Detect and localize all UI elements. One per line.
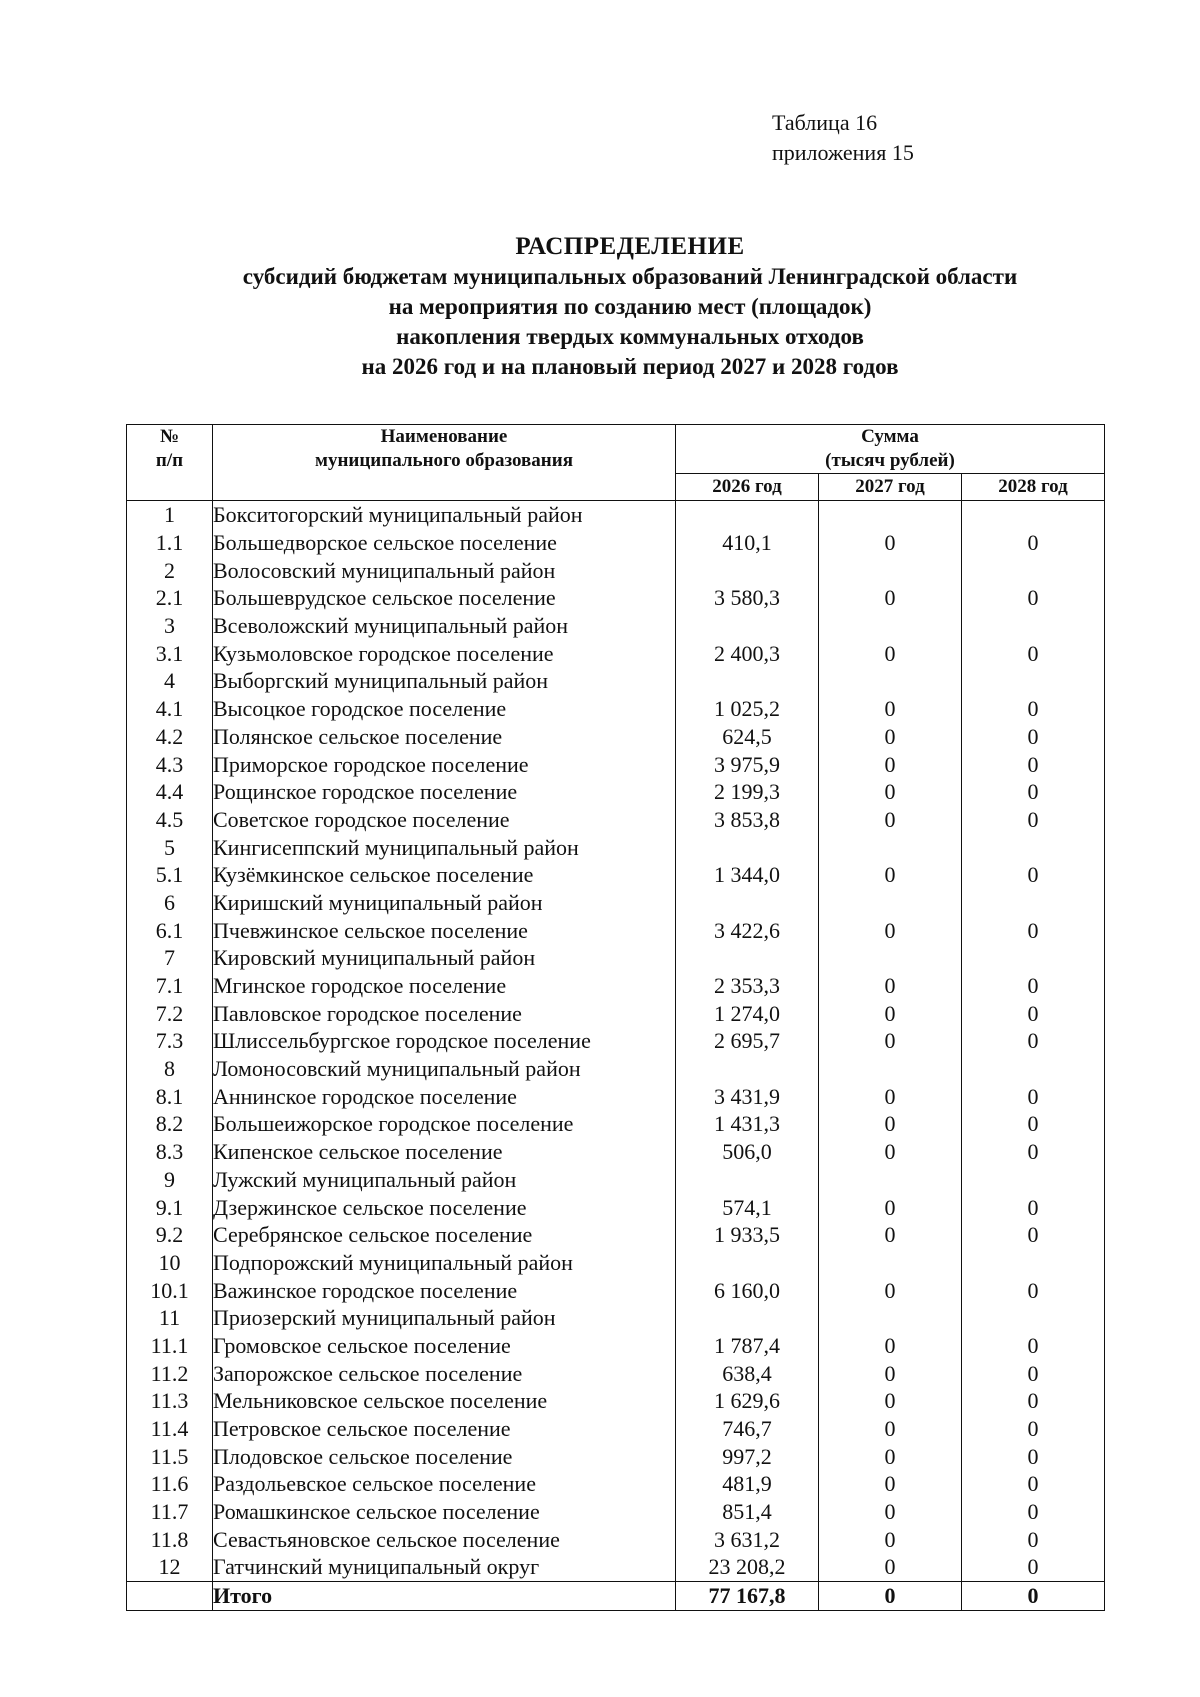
- table-row: [127, 584, 1105, 612]
- row-number: 9: [127, 1166, 213, 1194]
- table-row: [127, 1166, 1105, 1194]
- value-2028: 0: [962, 723, 1105, 751]
- row-number: 2: [127, 556, 213, 584]
- table-row: [127, 1525, 1105, 1553]
- value-2027: [819, 556, 962, 584]
- municipality-name: Большеижорское городское поселение: [213, 1110, 676, 1138]
- municipality-name: Волосовский муниципальный район: [213, 556, 676, 584]
- value-2027: [819, 1055, 962, 1083]
- value-2028: 0: [962, 1359, 1105, 1387]
- table-row: [127, 723, 1105, 751]
- value-2028: 0: [962, 695, 1105, 723]
- municipality-name: Дзержинское сельское поселение: [213, 1193, 676, 1221]
- value-2026: 6 160,0: [676, 1276, 819, 1304]
- municipality-name: Приозерский муниципальный район: [213, 1304, 676, 1332]
- municipality-name: Раздольевское сельское поселение: [213, 1470, 676, 1498]
- table-row: [127, 916, 1105, 944]
- value-2027: 0: [819, 1276, 962, 1304]
- row-number: 3: [127, 612, 213, 640]
- value-2026: 1 431,3: [676, 1110, 819, 1138]
- total-2028: 0: [962, 1581, 1105, 1610]
- value-2028: [962, 889, 1105, 917]
- title-line: на мероприятия по созданию мест (площадок): [388, 294, 872, 319]
- value-2027: 0: [819, 1387, 962, 1415]
- value-2026: 23 208,2: [676, 1553, 819, 1581]
- row-number: 6.1: [127, 916, 213, 944]
- row-number: 12: [127, 1553, 213, 1581]
- value-2028: 0: [962, 1442, 1105, 1470]
- value-2028: 0: [962, 1553, 1105, 1581]
- table-row: [127, 889, 1105, 917]
- row-number: 8.1: [127, 1082, 213, 1110]
- value-2028: [962, 1055, 1105, 1083]
- value-2027: 0: [819, 916, 962, 944]
- value-2026: [676, 612, 819, 640]
- header-sum: Сумма (тысяч рублей): [676, 425, 1105, 474]
- value-2028: [962, 833, 1105, 861]
- value-2027: 0: [819, 861, 962, 889]
- municipality-name: Серебрянское сельское поселение: [213, 1221, 676, 1249]
- municipality-name: Кипенское сельское поселение: [213, 1138, 676, 1166]
- row-number: 4.2: [127, 723, 213, 751]
- value-2026: [676, 1166, 819, 1194]
- row-number: 11.1: [127, 1332, 213, 1360]
- value-2027: 0: [819, 750, 962, 778]
- municipality-name: Выборгский муниципальный район: [213, 667, 676, 695]
- value-2028: 0: [962, 1082, 1105, 1110]
- municipality-name: Кузьмоловское городское поселение: [213, 639, 676, 667]
- municipality-name: Плодовское сельское поселение: [213, 1442, 676, 1470]
- value-2028: 0: [962, 861, 1105, 889]
- row-number: 1: [127, 501, 213, 529]
- value-2027: 0: [819, 972, 962, 1000]
- appendix-number: приложения 15: [772, 140, 914, 165]
- municipality-name: Петровское сельское поселение: [213, 1415, 676, 1443]
- table-reference: [772, 108, 914, 168]
- value-2028: 0: [962, 1525, 1105, 1553]
- value-2027: [819, 612, 962, 640]
- value-2026: [676, 1304, 819, 1332]
- row-number: 9.1: [127, 1193, 213, 1221]
- value-2028: 0: [962, 750, 1105, 778]
- value-2028: 0: [962, 916, 1105, 944]
- value-2027: 0: [819, 1415, 962, 1443]
- value-2027: 0: [819, 584, 962, 612]
- table-row: [127, 861, 1105, 889]
- value-2026: 2 353,3: [676, 972, 819, 1000]
- table-row: [127, 1249, 1105, 1277]
- total-num-cell: [127, 1581, 213, 1610]
- value-2026: [676, 1249, 819, 1277]
- value-2028: 0: [962, 999, 1105, 1027]
- municipality-name: Гатчинский муниципальный округ: [213, 1553, 676, 1581]
- value-2027: [819, 667, 962, 695]
- value-2027: [819, 1166, 962, 1194]
- row-number: 8.2: [127, 1110, 213, 1138]
- row-number: 9.2: [127, 1221, 213, 1249]
- table-row: [127, 1055, 1105, 1083]
- table-row: [127, 1027, 1105, 1055]
- value-2026: 3 853,8: [676, 806, 819, 834]
- value-2026: 624,5: [676, 723, 819, 751]
- value-2028: 0: [962, 1110, 1105, 1138]
- title-line: накопления твердых коммунальных отходов: [396, 324, 864, 349]
- value-2027: 0: [819, 999, 962, 1027]
- table-row: [127, 1470, 1105, 1498]
- value-2026: 2 199,3: [676, 778, 819, 806]
- distribution-table: [126, 424, 1105, 1611]
- row-number: 11.4: [127, 1415, 213, 1443]
- value-2028: [962, 667, 1105, 695]
- total-2026: 77 167,8: [676, 1581, 819, 1610]
- row-number: 11.2: [127, 1359, 213, 1387]
- table-row: [127, 1082, 1105, 1110]
- municipality-name: Киришский муниципальный район: [213, 889, 676, 917]
- value-2028: 0: [962, 1138, 1105, 1166]
- value-2028: 0: [962, 778, 1105, 806]
- value-2028: 0: [962, 1415, 1105, 1443]
- municipality-name: Шлиссельбургское городское поселение: [213, 1027, 676, 1055]
- row-number: 4.5: [127, 806, 213, 834]
- value-2027: 0: [819, 778, 962, 806]
- value-2027: 0: [819, 1221, 962, 1249]
- municipality-name: Севастьяновское сельское поселение: [213, 1525, 676, 1553]
- value-2026: 3 422,6: [676, 916, 819, 944]
- value-2026: 506,0: [676, 1138, 819, 1166]
- value-2026: [676, 667, 819, 695]
- value-2027: 0: [819, 1110, 962, 1138]
- value-2028: [962, 1249, 1105, 1277]
- municipality-name: Приморское городское поселение: [213, 750, 676, 778]
- table-row: [127, 1221, 1105, 1249]
- value-2028: [962, 1304, 1105, 1332]
- header-name: Наименование муниципального образования: [213, 425, 676, 501]
- table-row: [127, 1193, 1105, 1221]
- value-2028: [962, 612, 1105, 640]
- value-2026: [676, 501, 819, 529]
- value-2026: 638,4: [676, 1359, 819, 1387]
- value-2028: 0: [962, 1498, 1105, 1526]
- row-number: 11.5: [127, 1442, 213, 1470]
- value-2027: [819, 1249, 962, 1277]
- value-2027: 0: [819, 723, 962, 751]
- total-2027: 0: [819, 1581, 962, 1610]
- value-2027: 0: [819, 1442, 962, 1470]
- value-2028: 0: [962, 529, 1105, 557]
- row-number: 11.6: [127, 1470, 213, 1498]
- municipality-name: Мгинское городское поселение: [213, 972, 676, 1000]
- value-2027: 0: [819, 1553, 962, 1581]
- row-number: 7.1: [127, 972, 213, 1000]
- table-row: [127, 778, 1105, 806]
- row-number: 1.1: [127, 529, 213, 557]
- value-2026: 1 274,0: [676, 999, 819, 1027]
- table-row: [127, 1387, 1105, 1415]
- row-number: 3.1: [127, 639, 213, 667]
- value-2028: [962, 944, 1105, 972]
- table-row: [127, 1553, 1105, 1581]
- table-row: [127, 972, 1105, 1000]
- value-2027: 0: [819, 1332, 962, 1360]
- municipality-name: Кузёмкинское сельское поселение: [213, 861, 676, 889]
- value-2027: 0: [819, 1027, 962, 1055]
- value-2026: [676, 833, 819, 861]
- value-2026: [676, 944, 819, 972]
- value-2026: 574,1: [676, 1193, 819, 1221]
- value-2028: 0: [962, 806, 1105, 834]
- municipality-name: Высоцкое городское поселение: [213, 695, 676, 723]
- table-row: [127, 1276, 1105, 1304]
- municipality-name: Лужский муниципальный район: [213, 1166, 676, 1194]
- value-2027: 0: [819, 1193, 962, 1221]
- value-2027: 0: [819, 529, 962, 557]
- table-number: Таблица 16: [772, 110, 878, 135]
- value-2026: [676, 556, 819, 584]
- municipality-name: Полянское сельское поселение: [213, 723, 676, 751]
- row-number: 4.3: [127, 750, 213, 778]
- municipality-name: Подпорожский муниципальный район: [213, 1249, 676, 1277]
- table-row: [127, 999, 1105, 1027]
- value-2026: 410,1: [676, 529, 819, 557]
- value-2027: 0: [819, 1138, 962, 1166]
- table-row: [127, 529, 1105, 557]
- row-number: 6: [127, 889, 213, 917]
- total-row: [127, 1581, 1105, 1610]
- row-number: 11.7: [127, 1498, 213, 1526]
- table-row: [127, 1304, 1105, 1332]
- value-2026: 1 787,4: [676, 1332, 819, 1360]
- value-2028: 0: [962, 1387, 1105, 1415]
- title-line: субсидий бюджетам муниципальных образований Ленинградской области: [242, 264, 1018, 289]
- municipality-name: Аннинское городское поселение: [213, 1082, 676, 1110]
- row-number: 7.2: [127, 999, 213, 1027]
- title-heading: РАСПРЕДЕЛЕНИЕ: [515, 233, 745, 260]
- row-number: 5.1: [127, 861, 213, 889]
- row-number: 8.3: [127, 1138, 213, 1166]
- value-2026: 481,9: [676, 1470, 819, 1498]
- row-number: 4: [127, 667, 213, 695]
- value-2026: 2 400,3: [676, 639, 819, 667]
- value-2027: [819, 1304, 962, 1332]
- table-row: [127, 806, 1105, 834]
- value-2027: 0: [819, 1498, 962, 1526]
- value-2028: 0: [962, 1221, 1105, 1249]
- value-2027: 0: [819, 806, 962, 834]
- municipality-name: Большеврудское сельское поселение: [213, 584, 676, 612]
- table-row: [127, 833, 1105, 861]
- municipality-name: Пчевжинское сельское поселение: [213, 916, 676, 944]
- municipality-name: Запорожское сельское поселение: [213, 1359, 676, 1387]
- value-2028: 0: [962, 1193, 1105, 1221]
- value-2026: 851,4: [676, 1498, 819, 1526]
- row-number: 10.1: [127, 1276, 213, 1304]
- row-number: 7: [127, 944, 213, 972]
- table-row: [127, 501, 1105, 529]
- table-row: [127, 667, 1105, 695]
- municipality-name: Бокситогорский муниципальный район: [213, 501, 676, 529]
- table-row: [127, 695, 1105, 723]
- value-2028: [962, 1166, 1105, 1194]
- table-row: [127, 944, 1105, 972]
- row-number: 2.1: [127, 584, 213, 612]
- table-row: [127, 1442, 1105, 1470]
- value-2028: 0: [962, 584, 1105, 612]
- municipality-name: Всеволожский муниципальный район: [213, 612, 676, 640]
- value-2028: 0: [962, 1470, 1105, 1498]
- title-line: на 2026 год и на плановый период 2027 и 2028 годов: [361, 354, 899, 379]
- table-row: [127, 1110, 1105, 1138]
- header-number: № п/п: [127, 425, 213, 501]
- value-2026: 1 025,2: [676, 695, 819, 723]
- table-row: [127, 750, 1105, 778]
- value-2026: 3 431,9: [676, 1082, 819, 1110]
- row-number: 5: [127, 833, 213, 861]
- municipality-name: Ромашкинское сельское поселение: [213, 1498, 676, 1526]
- municipality-name: Громовское сельское поселение: [213, 1332, 676, 1360]
- row-number: 11.3: [127, 1387, 213, 1415]
- value-2026: 3 580,3: [676, 584, 819, 612]
- value-2027: 0: [819, 1359, 962, 1387]
- value-2027: [819, 833, 962, 861]
- municipality-name: Советское городское поселение: [213, 806, 676, 834]
- value-2026: [676, 1055, 819, 1083]
- municipality-name: Кингисеппский муниципальный район: [213, 833, 676, 861]
- municipality-name: Важинское городское поселение: [213, 1276, 676, 1304]
- value-2028: 0: [962, 1276, 1105, 1304]
- municipality-name: Рощинское городское поселение: [213, 778, 676, 806]
- header-2028: 2028 год: [962, 474, 1105, 501]
- value-2026: 746,7: [676, 1415, 819, 1443]
- value-2027: 0: [819, 639, 962, 667]
- row-number: 11: [127, 1304, 213, 1332]
- header-2026: 2026 год: [676, 474, 819, 501]
- municipality-name: Кировский муниципальный район: [213, 944, 676, 972]
- value-2028: 0: [962, 639, 1105, 667]
- row-number: 8: [127, 1055, 213, 1083]
- table-row: [127, 1138, 1105, 1166]
- value-2027: [819, 501, 962, 529]
- value-2026: 1 933,5: [676, 1221, 819, 1249]
- value-2027: 0: [819, 1525, 962, 1553]
- table-row: [127, 1415, 1105, 1443]
- value-2028: 0: [962, 972, 1105, 1000]
- row-number: 4.4: [127, 778, 213, 806]
- table-row: [127, 1359, 1105, 1387]
- municipality-name: Ломоносовский муниципальный район: [213, 1055, 676, 1083]
- total-label: Итого: [213, 1581, 676, 1610]
- header-2027: 2027 год: [819, 474, 962, 501]
- value-2026: 2 695,7: [676, 1027, 819, 1055]
- row-number: 10: [127, 1249, 213, 1277]
- value-2027: 0: [819, 695, 962, 723]
- table-row: [127, 1332, 1105, 1360]
- table-row: [127, 639, 1105, 667]
- document-title: [0, 232, 1200, 382]
- value-2026: 3 631,2: [676, 1525, 819, 1553]
- value-2028: [962, 501, 1105, 529]
- value-2027: 0: [819, 1082, 962, 1110]
- municipality-name: Мельниковское сельское поселение: [213, 1387, 676, 1415]
- value-2028: 0: [962, 1027, 1105, 1055]
- value-2026: 1 629,6: [676, 1387, 819, 1415]
- table-row: [127, 612, 1105, 640]
- value-2028: [962, 556, 1105, 584]
- value-2026: 997,2: [676, 1442, 819, 1470]
- table-row: [127, 556, 1105, 584]
- table-row: [127, 1498, 1105, 1526]
- value-2027: [819, 944, 962, 972]
- value-2027: 0: [819, 1470, 962, 1498]
- value-2026: 1 344,0: [676, 861, 819, 889]
- row-number: 7.3: [127, 1027, 213, 1055]
- municipality-name: Большедворское сельское поселение: [213, 529, 676, 557]
- row-number: 11.8: [127, 1525, 213, 1553]
- value-2027: [819, 889, 962, 917]
- value-2028: 0: [962, 1332, 1105, 1360]
- row-number: 4.1: [127, 695, 213, 723]
- municipality-name: Павловское городское поселение: [213, 999, 676, 1027]
- value-2026: [676, 889, 819, 917]
- value-2026: 3 975,9: [676, 750, 819, 778]
